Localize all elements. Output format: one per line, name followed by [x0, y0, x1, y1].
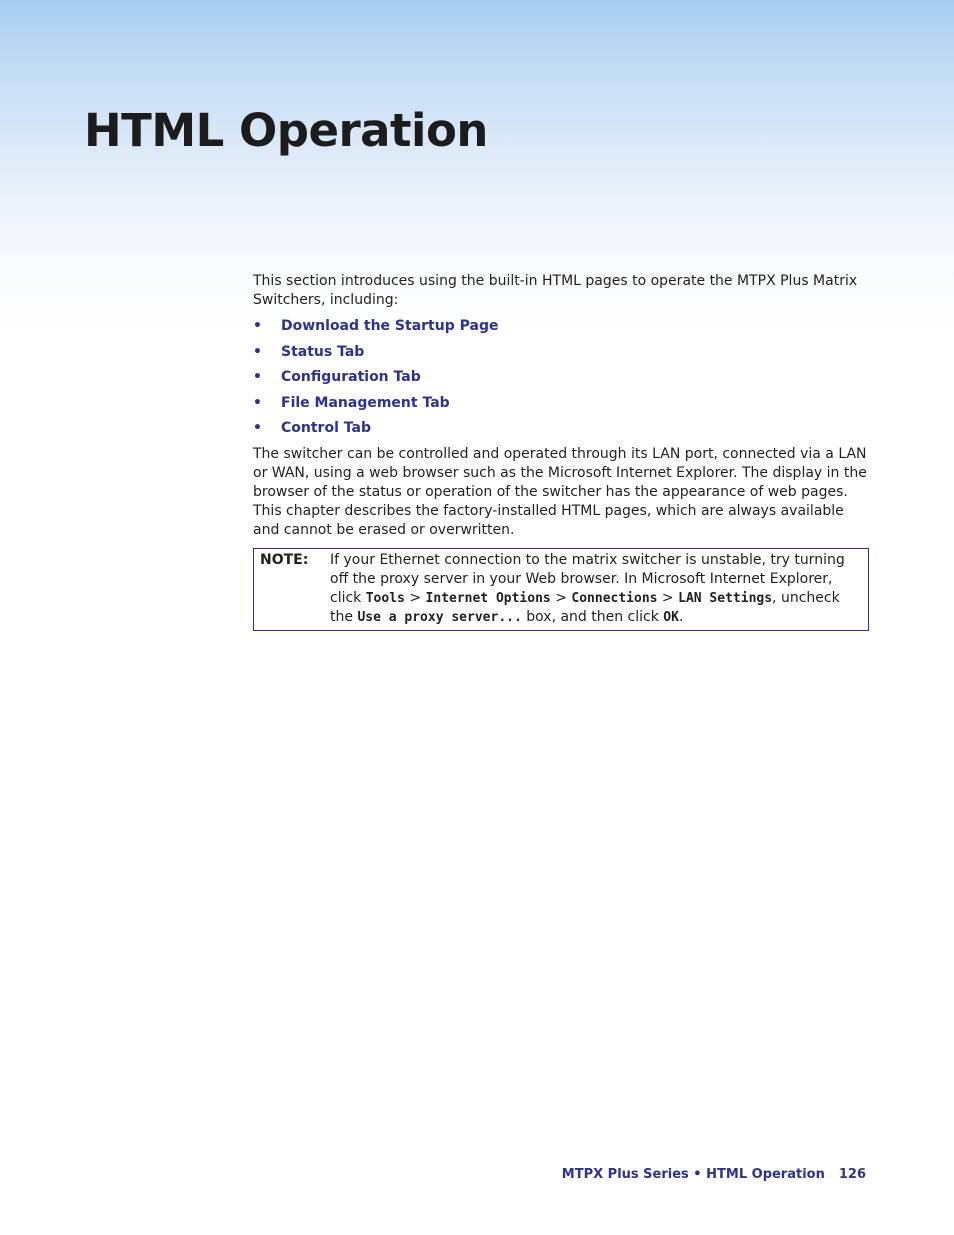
body-paragraph: The switcher can be controlled and operated through its LAN port, connected via a LAN or WAN, using a web browser such as the Microsoft Internet Explorer. The display in the browser of the status or operation of the switcher has the appearance of web pages. This chapter describes the factory-installed HTML pages, which are always available and cannot be erased or overwritten.: [253, 446, 867, 539]
list-item: [253, 394, 869, 413]
intro-paragraph: This section introduces using the built-in HTML pages to operate the MTPX Plus Matrix Switchers, including:: [253, 273, 858, 308]
page-number: 126: [838, 1167, 866, 1182]
menu-lan-settings: LAN Settings: [678, 591, 773, 607]
note-text-part: , uncheck the: [330, 590, 840, 626]
note-text-part: box, and then click: [521, 609, 664, 626]
bullet-glyph: •: [253, 343, 262, 360]
note-text-part: .: [678, 609, 684, 626]
menu-separator: >: [550, 590, 572, 607]
menu-tools: Tools: [365, 591, 405, 607]
note-box: [253, 548, 869, 631]
bullet-glyph: •: [253, 394, 262, 411]
menu-separator: >: [404, 590, 426, 607]
link-configuration-tab[interactable]: Configuration Tab: [281, 369, 421, 386]
menu-internet-options: Internet Options: [425, 591, 551, 607]
list-item: [253, 368, 869, 387]
link-status-tab[interactable]: Status Tab: [281, 343, 365, 360]
page-title: HTML Operation: [84, 104, 488, 157]
note-text-part: If your Ethernet connection to the matrix switcher is unstable, try turning off the proxy server in your Web browser. In Microsoft Internet Explorer, click: [330, 552, 845, 607]
option-use-proxy-server: Use a proxy server...: [357, 610, 522, 626]
link-control-tab[interactable]: Control Tab: [281, 420, 371, 437]
menu-separator: >: [657, 590, 679, 607]
content-body: [253, 272, 869, 631]
section-link-list: [253, 317, 869, 438]
link-download-startup-page[interactable]: Download the Startup Page: [281, 318, 499, 334]
list-item: [253, 343, 869, 362]
link-file-management-tab[interactable]: File Management Tab: [281, 394, 450, 411]
button-ok-reference: OK: [663, 610, 679, 626]
list-item: [253, 317, 869, 336]
bullet-glyph: •: [253, 420, 262, 437]
note-text: [330, 551, 860, 627]
note-label: NOTE:: [260, 552, 309, 569]
menu-connections: Connections: [571, 591, 658, 607]
bullet-glyph: •: [253, 369, 262, 386]
list-item: [253, 419, 869, 438]
footer-text: MTPX Plus Series • HTML Operation: [561, 1167, 825, 1182]
page-footer: [562, 1167, 866, 1182]
bullet-glyph: •: [253, 318, 262, 334]
